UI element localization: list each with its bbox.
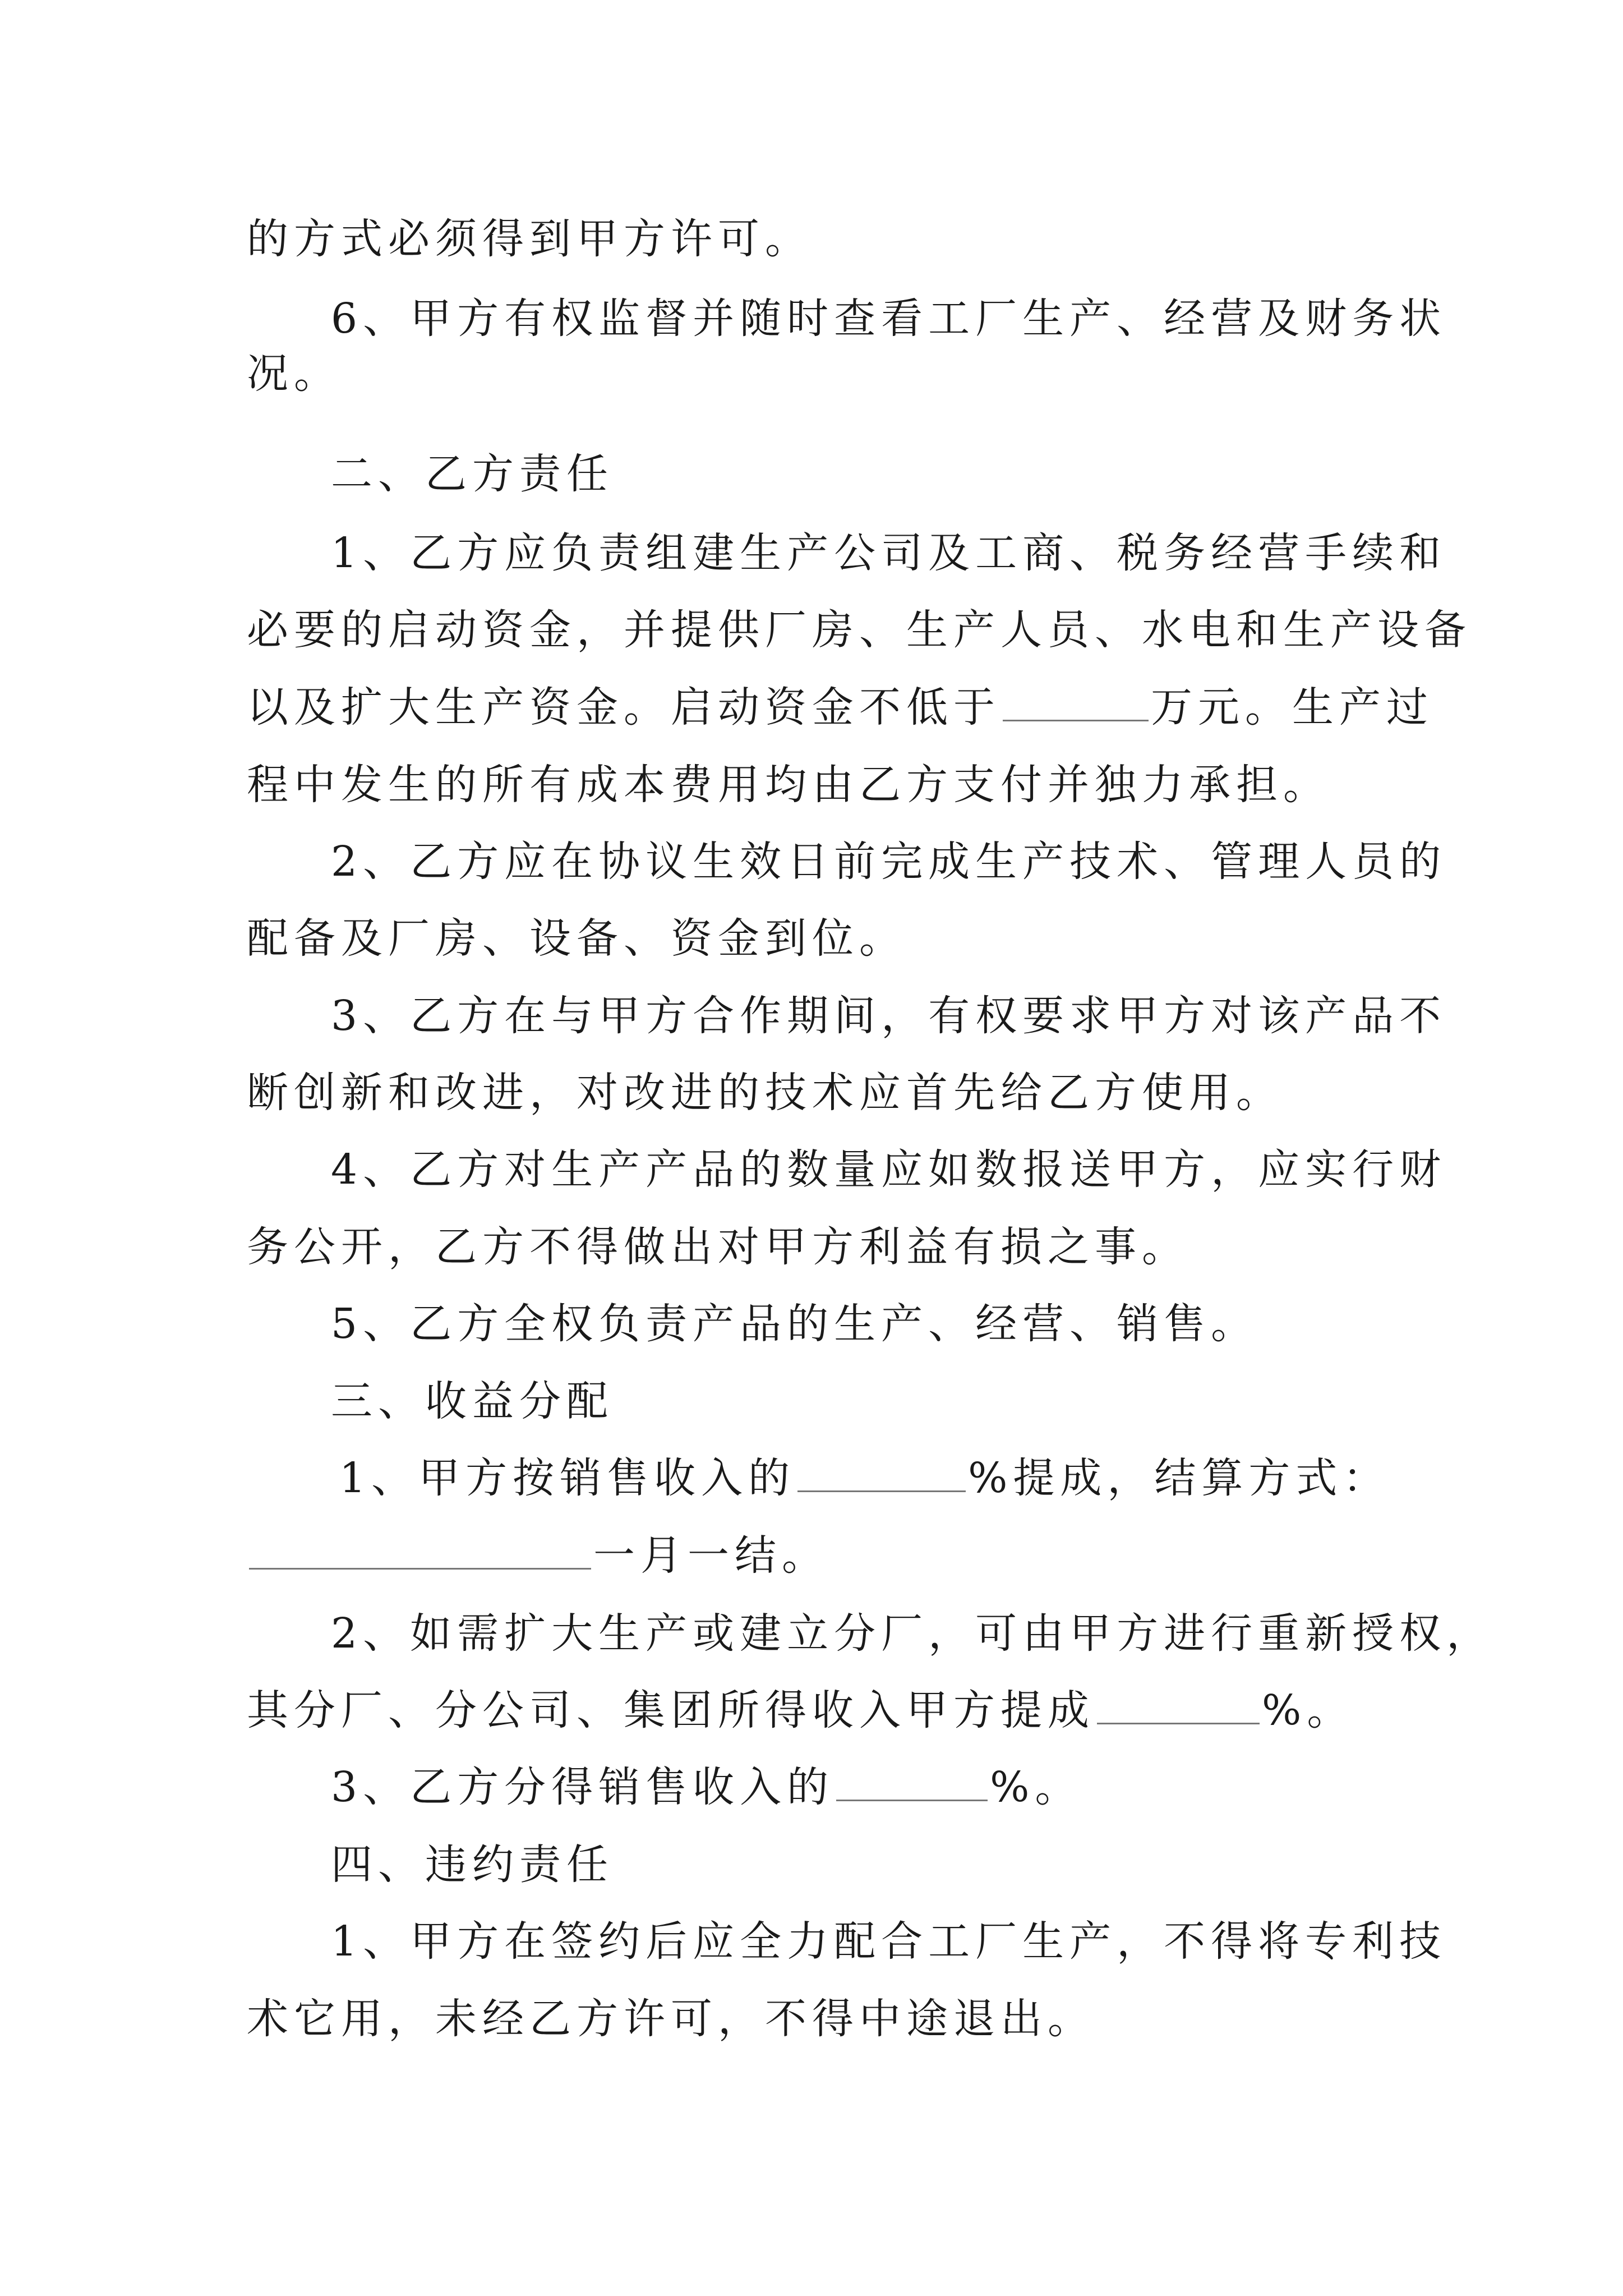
section-heading <box>331 447 614 501</box>
fill-in-blank <box>1003 682 1149 721</box>
text-line <box>247 1066 1283 1120</box>
text-span: 必要的启动资金，并提供厂房、生产人员、水电和生产设备 <box>247 606 1472 654</box>
text-span: 四、违约责任 <box>331 1841 614 1889</box>
text-line <box>331 1915 1446 1968</box>
text-span: 3、乙方分得销售收入的 <box>331 1763 834 1811</box>
text-line <box>247 603 1472 657</box>
text-span: 4、乙方对生产产品的数量应如数报送甲方，应实行财 <box>331 1145 1447 1194</box>
text-span: 2、乙方应在协议生效日前完成生产技术、管理人员的 <box>331 838 1447 886</box>
text-line <box>331 1760 1082 1814</box>
text-span: 以及扩大生产资金。启动资金不低于 <box>247 683 1000 731</box>
text-line <box>247 1529 829 1582</box>
text-span: %提成，结算方式： <box>968 1454 1390 1502</box>
text-span: 术它用，未经乙方许可，不得中途退出。 <box>247 1995 1095 2043</box>
text-span: 1、甲方按销售收入的 <box>339 1454 796 1502</box>
text-span: 其分厂、分公司、集团所得收入甲方提成 <box>247 1686 1095 1734</box>
text-line <box>247 212 812 266</box>
text-span: 务公开，乙方不得做出对甲方利益有损之事。 <box>247 1223 1189 1271</box>
text-line <box>247 1220 1189 1274</box>
text-line <box>247 758 1330 812</box>
fill-in-blank <box>836 1762 988 1801</box>
text-line <box>331 835 1446 889</box>
text-span: 一月一结。 <box>593 1531 829 1580</box>
text-line <box>331 292 1446 346</box>
text-span: 万元。生产过 <box>1151 683 1433 731</box>
text-span: %。 <box>990 1763 1082 1811</box>
fill-in-blank <box>1097 1685 1260 1724</box>
text-span: 三、收益分配 <box>331 1377 614 1425</box>
fill-in-blank <box>797 1453 966 1492</box>
text-line <box>331 526 1446 580</box>
section-heading <box>331 1374 614 1428</box>
text-span: 1、乙方应负责组建生产公司及工商、税务经营手续和 <box>331 529 1447 577</box>
text-span: 断创新和改进，对改进的技术应首先给乙方使用。 <box>247 1069 1283 1117</box>
text-line <box>247 912 906 965</box>
text-span: 配备及厂房、设备、资金到位。 <box>247 914 906 963</box>
text-line <box>339 1451 1390 1505</box>
text-line <box>247 347 341 401</box>
text-line <box>331 989 1446 1043</box>
text-span: 2、如需扩大生产或建立分厂，可由甲方进行重新授权， <box>331 1609 1494 1658</box>
text-line <box>247 1992 1095 2046</box>
text-span: 6、甲方有权监督并随时查看工厂生产、经营及财务状 <box>331 295 1447 343</box>
text-line <box>247 680 1433 734</box>
section-heading <box>331 1838 614 1892</box>
text-line <box>331 1607 1493 1660</box>
text-span: 程中发生的所有成本费用均由乙方支付并独力承担。 <box>247 761 1330 809</box>
text-line <box>331 1297 1258 1351</box>
text-span: 况。 <box>247 349 341 398</box>
text-span: 二、乙方责任 <box>331 450 614 498</box>
text-line <box>247 1683 1354 1737</box>
text-span: 5、乙方全权负责产品的生产、经营、销售。 <box>331 1300 1258 1348</box>
text-span: 1、甲方在签约后应全力配合工厂生产，不得将专利技 <box>331 1917 1447 1966</box>
text-span: 3、乙方在与甲方合作期间，有权要求甲方对该产品不 <box>331 992 1447 1040</box>
fill-in-blank <box>249 1530 591 1570</box>
text-line <box>331 1143 1446 1197</box>
text-span: 的方式必须得到甲方许可。 <box>247 215 812 263</box>
text-span: %。 <box>1262 1686 1354 1734</box>
